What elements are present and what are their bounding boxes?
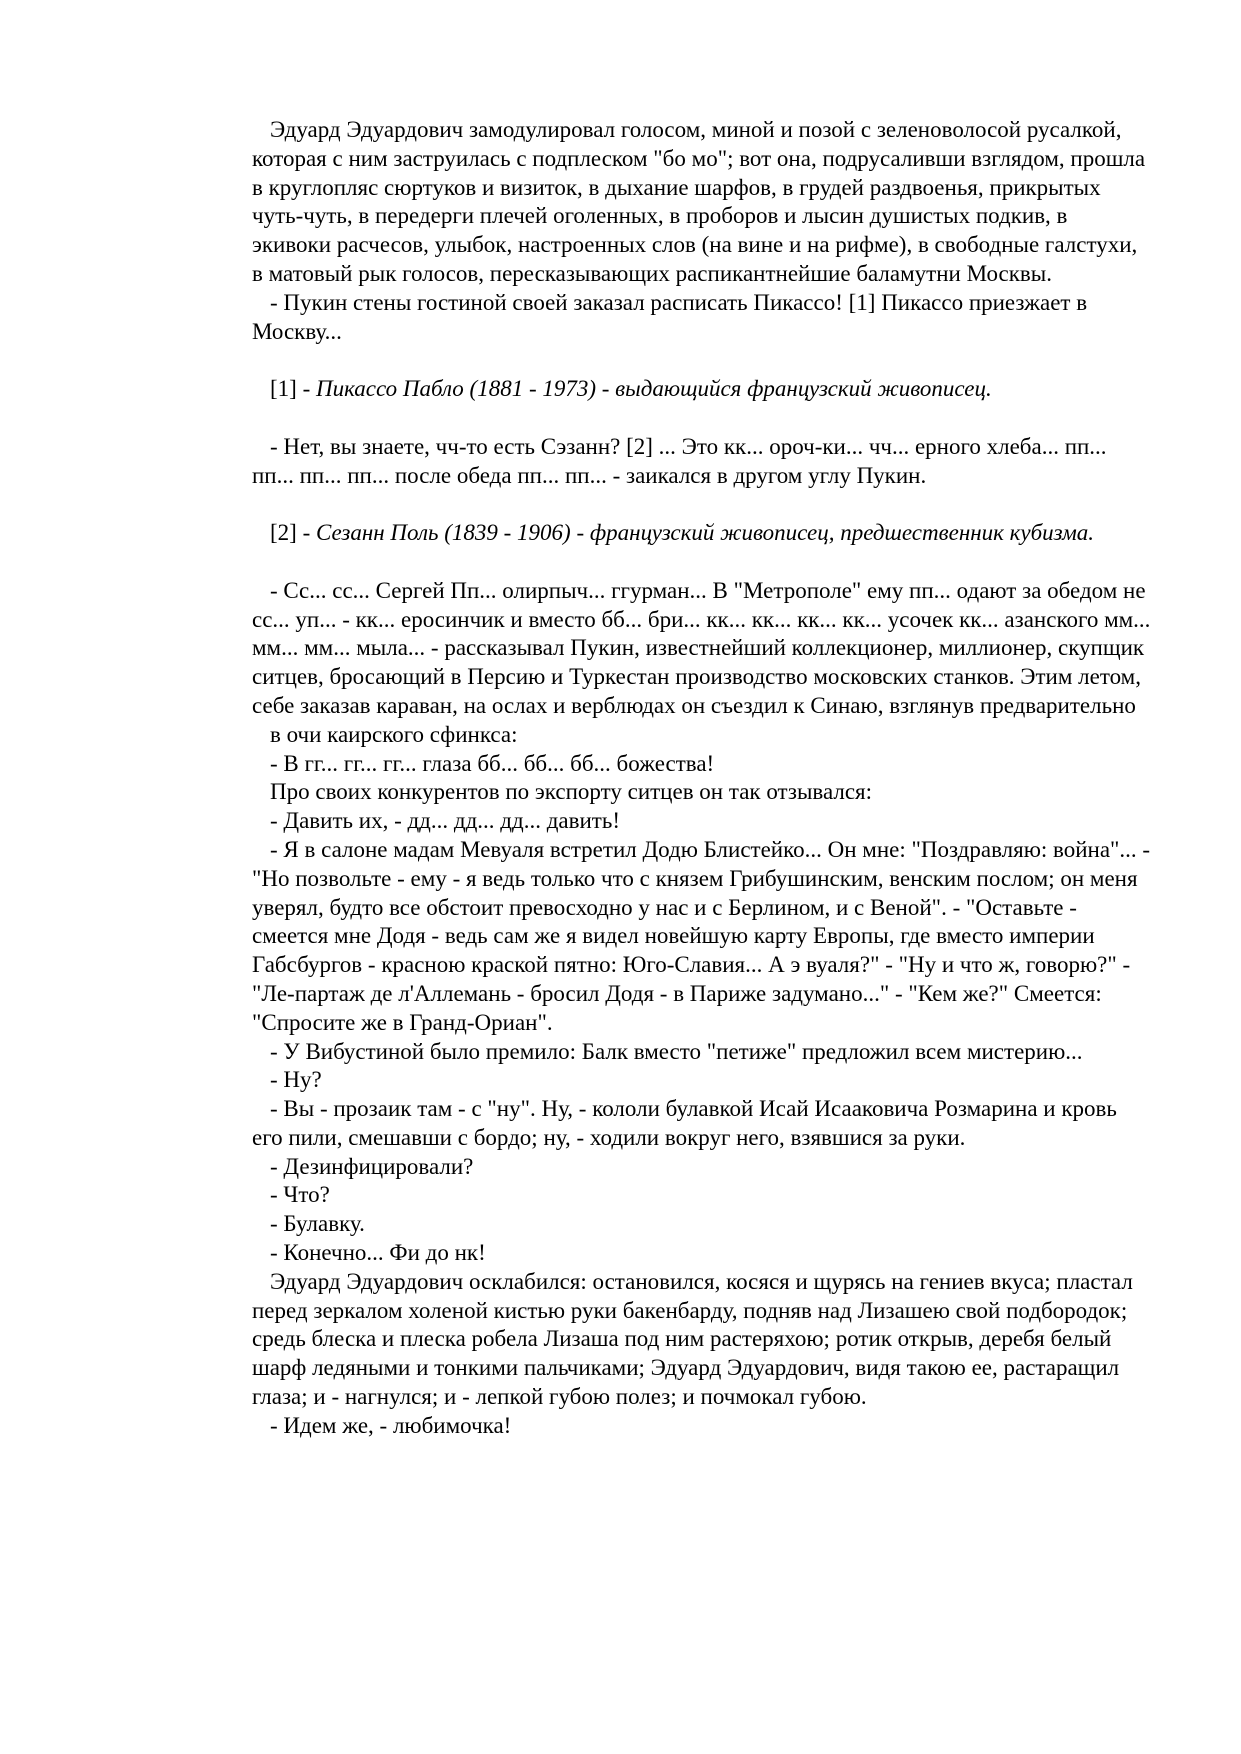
spacer (252, 346, 1152, 375)
spacer (252, 404, 1152, 433)
paragraph-vibustina: - У Вибустиной было премило: Балк вместо "петиже" предложил всем мистерию... (270, 1038, 1083, 1064)
paragraph-prose: - Вы - прозаик там - с "ну". Ну, - кололи булавкой Исай Исааковича Розмарина и кровь его пили, смешавши с бордо; ну, - ходили вокруг него, взявшися за руки. (252, 1096, 1117, 1150)
paragraph-nu: - Ну? (270, 1067, 322, 1093)
footnote-1 (252, 375, 1152, 404)
paragraph-what: - Что? (270, 1182, 330, 1208)
document-page (252, 116, 1152, 1441)
footnote-2-text: Сезанн Поль (1839 - 1906) - французский живописец, предшественник кубизма. (315, 520, 1095, 546)
paragraph-of-course: - Конечно... Фи до нк! (270, 1240, 486, 1266)
footnote-2-mark: [2] - (270, 520, 316, 546)
paragraph-salon: - Я в салоне мадам Мевуаля встретил Додю Блистейко... Он мне: "Поздравляю: война"... - "Но позвольте - ему - я ведь только что с князем Грибушинским, венским послом; он меня уверял, будто все обстоит превосходно у нас и с Берлином, и с Веной". - "Оставьте - смеется мне Додя - ведь сам же я видел новейшую карту Европы, где вместо империи Габсбургов - красною краской пятно: Юго-Славия... А э вуаля?" - "Ну и что ж, говорю?" - "Ле-партаж де л'Аллемань - бросил Додя - в Париже задумано..." - "Кем же?" Смеется: "Спросите же в Гранд-Ориан". (252, 836, 1151, 1035)
paragraph-intro: Эдуард Эдуардович замодулировал голосом, миной и позой с зеленоволосой русалкой, которая с ним заструилась с подплеском "бо мо"; вот она, подрусаливши взглядом, прошла в круглопляс сюртуков и визиток, в дыхание шарфов, в грудей раздвоенья, прикрытых чуть-чуть, в передерги плечей оголенных, в проборов и лысин душистых подкив, в экивоки расчесов, улыбок, настроенных слов (на вине и на рифме), в свободные галстухи, в матовый рык голосов, пересказывающих распикантнейшие баламутни Москвы. (252, 117, 1146, 286)
paragraph-eduard: Эдуард Эдуардович осклабился: остановился, косяся и щурясь на гениев вкуса; пластал перед зеркалом холеной кистью руки бакенбарду, подняв над Лизашею свой подбородок; средь блеска и плеска робела Лизаша под ним растеряхою; ротик открыв, деребя белый шарф ледяными и тонкими пальчиками; Эдуард Эдуардович, видя такою ее, растаращил глаза; и - нагнулся; и - лепкой губою полез; и почмокал губою. (252, 1268, 1133, 1410)
paragraph-cezanne: - Нет, вы знаете, чч-то есть Сэзанн? [2] ... Это кк... ороч-ки... чч... ерного хлеба... пп... пп... пп... пп... после обеда пп... пп... - заикался в другом углу Пукин. (252, 433, 1107, 488)
paragraph-competitors: Про своих конкурентов по экспорту ситцев он так отзывался: (270, 779, 873, 805)
footnote-1-mark: [1] - (270, 376, 316, 402)
paragraph-pin: - Булавку. (270, 1211, 365, 1237)
spacer (252, 548, 1152, 577)
spacer (252, 490, 1152, 519)
paragraph-deity: - В гг... гг... гг... глаза бб... бб... бб... божества! (270, 750, 715, 776)
paragraph-disinfect: - Дезинфицировали? (270, 1153, 474, 1179)
paragraph-pukin-story: - Сс... сс... Сергей Пп... олирпыч... ггурман... В "Метрополе" ему пп... одают за обедом не сс... уп... - кк... еросинчик и вместо бб... бри... кк... кк... кк... кк... усочек кк... азанского мм... мм... мм... мыла... - рассказывал Пукин, известнейший коллекционер, миллионер, скупщик ситцев, бросающий в Персию и Туркестан производство московских станков. Этим летом, себе заказав караван, на ослах и верблюдах он съездил к Синаю, взглянув предварительно (252, 577, 1151, 718)
paragraph-crush: - Давить их, - дд... дд... дд... давить! (270, 808, 620, 834)
paragraph-closing: - Идем же, - любимочка! (270, 1412, 512, 1438)
paragraph-sphinx: в очи каирского сфинкса: (270, 721, 518, 747)
footnote-1-text: Пикассо Пабло (1881 - 1973) - выдающийся французский живописец. (315, 376, 992, 402)
footnote-2 (252, 519, 1152, 548)
paragraph-picasso: - Пукин стены гостиной своей заказал расписать Пикассо! [1] Пикассо приезжает в Москву... (252, 289, 1088, 344)
